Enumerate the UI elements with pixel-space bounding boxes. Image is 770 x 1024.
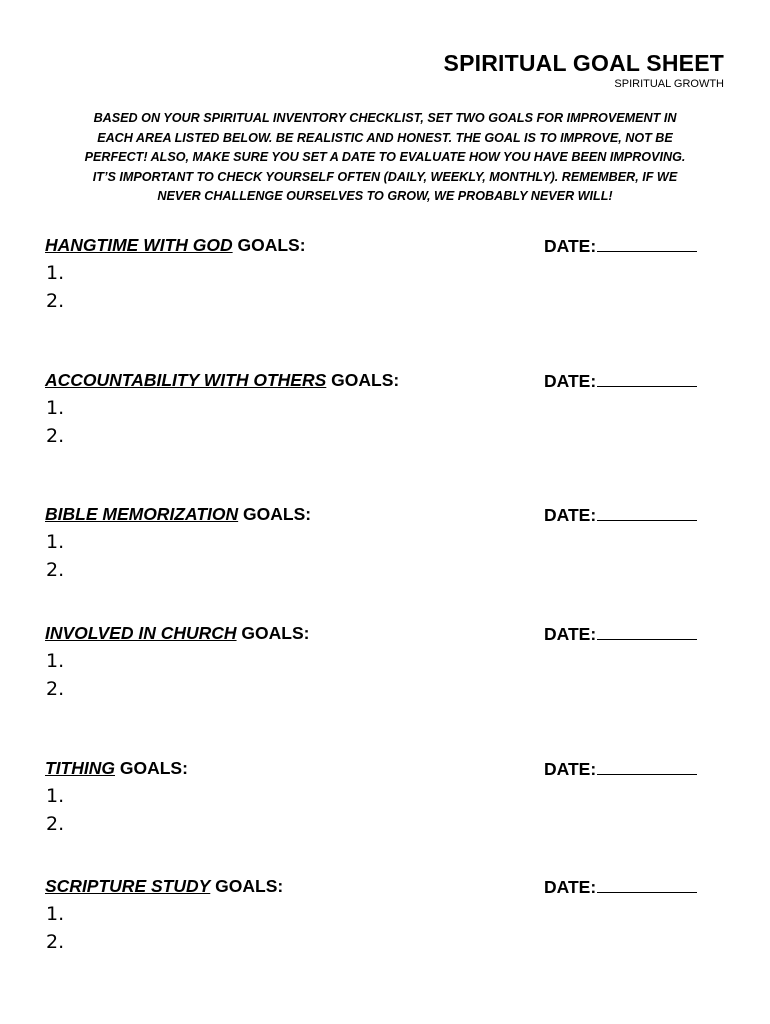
goals-label: GOALS: bbox=[243, 504, 312, 524]
goal-item-2[interactable]: 2. bbox=[46, 931, 65, 953]
date-blank-line[interactable] bbox=[597, 502, 697, 521]
instructions bbox=[44, 109, 726, 207]
date-blank-line[interactable] bbox=[597, 756, 697, 775]
date-label: DATE: bbox=[544, 877, 597, 897]
date-blank-line[interactable] bbox=[597, 233, 697, 252]
section-heading bbox=[45, 368, 399, 392]
goal-item-1[interactable]: 1. bbox=[46, 903, 65, 925]
page-subtitle: SPIRITUAL GROWTH bbox=[614, 78, 724, 90]
instructions-line: IT’S IMPORTANT TO CHECK YOURSELF OFTEN (DAILY, WEEKLY, MONTHLY). REMEMBER, IF WE bbox=[92, 169, 678, 184]
page-title: SPIRITUAL GOAL SHEET bbox=[443, 50, 724, 76]
goal-item-2[interactable]: 2. bbox=[46, 678, 65, 700]
section-heading bbox=[45, 502, 311, 526]
section-area: SCRIPTURE STUDY bbox=[45, 876, 211, 896]
date-blank-line[interactable] bbox=[597, 368, 697, 387]
goal-section-scripture-study bbox=[45, 874, 705, 956]
date-field[interactable] bbox=[544, 874, 697, 899]
goal-section-church bbox=[45, 621, 705, 703]
goal-section-hangtime bbox=[45, 233, 705, 315]
date-label: DATE: bbox=[544, 371, 597, 391]
date-field[interactable] bbox=[544, 621, 697, 646]
goals-label: GOALS: bbox=[215, 876, 284, 896]
date-blank-line[interactable] bbox=[597, 621, 697, 640]
date-field[interactable] bbox=[544, 756, 697, 781]
date-label: DATE: bbox=[544, 759, 597, 779]
goal-section-accountability bbox=[45, 368, 705, 450]
goal-item-1[interactable]: 1. bbox=[46, 397, 65, 419]
instructions-line: EACH AREA LISTED BELOW. BE REALISTIC AND HONEST. THE GOAL IS TO IMPROVE, NOT BE bbox=[97, 130, 673, 145]
section-area: ACCOUNTABILITY WITH OTHERS bbox=[45, 370, 327, 390]
goals-label: GOALS: bbox=[241, 623, 310, 643]
goal-section-bible-memorization bbox=[45, 502, 705, 584]
date-label: DATE: bbox=[544, 624, 597, 644]
goal-section-tithing bbox=[45, 756, 705, 838]
date-field[interactable] bbox=[544, 368, 697, 393]
instructions-line: NEVER CHALLENGE OURSELVES TO GROW, WE PROBABLY NEVER WILL! bbox=[157, 189, 613, 203]
date-field[interactable] bbox=[544, 233, 697, 258]
date-field[interactable] bbox=[544, 502, 697, 527]
date-label: DATE: bbox=[544, 505, 597, 525]
goal-item-1[interactable]: 1. bbox=[46, 262, 65, 284]
goals-label: GOALS: bbox=[237, 235, 306, 255]
date-blank-line[interactable] bbox=[597, 874, 697, 893]
goals-label: GOALS: bbox=[119, 758, 188, 778]
section-area: TITHING bbox=[45, 758, 115, 778]
goal-item-2[interactable]: 2. bbox=[46, 425, 65, 447]
instructions-line: PERFECT! ALSO, MAKE SURE YOU SET A DATE TO EVALUATE HOW YOU HAVE BEEN IMPROVING. bbox=[84, 150, 686, 164]
section-area: INVOLVED IN CHURCH bbox=[45, 623, 237, 643]
goal-item-2[interactable]: 2. bbox=[46, 290, 65, 312]
goal-item-1[interactable]: 1. bbox=[46, 531, 65, 553]
goal-item-2[interactable]: 2. bbox=[46, 813, 65, 835]
goal-item-2[interactable]: 2. bbox=[46, 559, 65, 581]
goal-item-1[interactable]: 1. bbox=[46, 785, 65, 807]
instructions-line: BASED ON YOUR SPIRITUAL INVENTORY CHECKLIST, SET TWO GOALS FOR IMPROVEMENT IN bbox=[93, 111, 677, 125]
section-heading bbox=[45, 756, 188, 780]
section-heading bbox=[45, 621, 309, 645]
goal-item-1[interactable]: 1. bbox=[46, 650, 65, 672]
date-label: DATE: bbox=[544, 236, 597, 256]
page-header bbox=[444, 49, 724, 91]
section-area: HANGTIME WITH GOD bbox=[45, 235, 233, 255]
section-heading bbox=[45, 233, 306, 257]
section-heading bbox=[45, 874, 283, 898]
section-area: BIBLE MEMORIZATION bbox=[45, 504, 239, 524]
goals-label: GOALS: bbox=[331, 370, 400, 390]
